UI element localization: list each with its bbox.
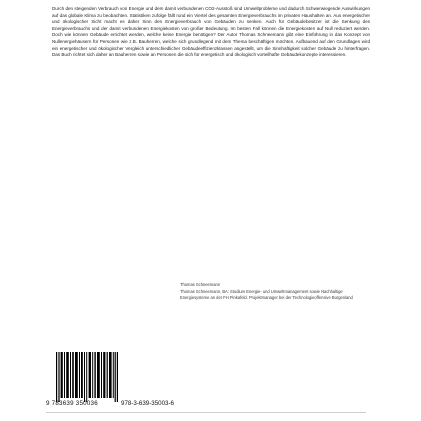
- author-bio: Thomas Schneemann, BA: Studium Energie- und Umweltmanagement sowie Nachhaltige Energiesysteme an der FH Pinkafeld. Projektmanager bei der Technologieoffensive Burgenland: [180, 288, 353, 300]
- barcode-digits: 9 783639 350036: [46, 400, 98, 407]
- author-name: Thomas Schneemann: [180, 282, 221, 287]
- back-cover-blurb: Durch den steigenden Verbrauch von Energie und dem damit verbundenen CO2-Ausstoß sind Umweltprobleme und dadurch Schwerwiegende Auswirkungen auf das globale Klima zu beobachten. Statistiken zufolge fällt rund ein Viertel des gesamten Energieverbrauchs im privaten Haushalten an. Aus energetischer und ökologischer Sicht macht es daher Sinn den Energieverbrauch von Gebäuden zu senken. Auch für Gebäudebesitzer ist die Senkung des Energieverbrauchs und der damit verbundenen Energiekosten von großer Bedeutung. Im besten Fall können die Energiekosten auf Null reduziert werden. Doch wie können Gebäude errichtet werden, welche keine Energie benötigen? Der Autor Thomas Schneemann gibt eine Einführung in das Konzept von Nullenergiehäusern für Personen wie z.B. Bauherren, welche sich grundlegend mit dem Thema beschäftigen möchten. Aufbauend auf den Grundlagen wird ein energetischer und ökologischer Vergleich unterschiedlicher Gebäudeeffizienzklassen angestellt, um die Sinnhaftigkeit solcher Gebäude zu hinterfragen. Das Buch richtet sich daher an Bauherren sowie an Personen die sich für energetisch und ökologisch vorteilhafte Gebäudekonzepte interessieren.: [52, 6, 370, 58]
- isbn-number: 978-3-639-35003-6: [121, 400, 174, 407]
- isbn-barcode: [56, 352, 118, 402]
- divider: [46, 412, 366, 413]
- author-info: [180, 282, 370, 301]
